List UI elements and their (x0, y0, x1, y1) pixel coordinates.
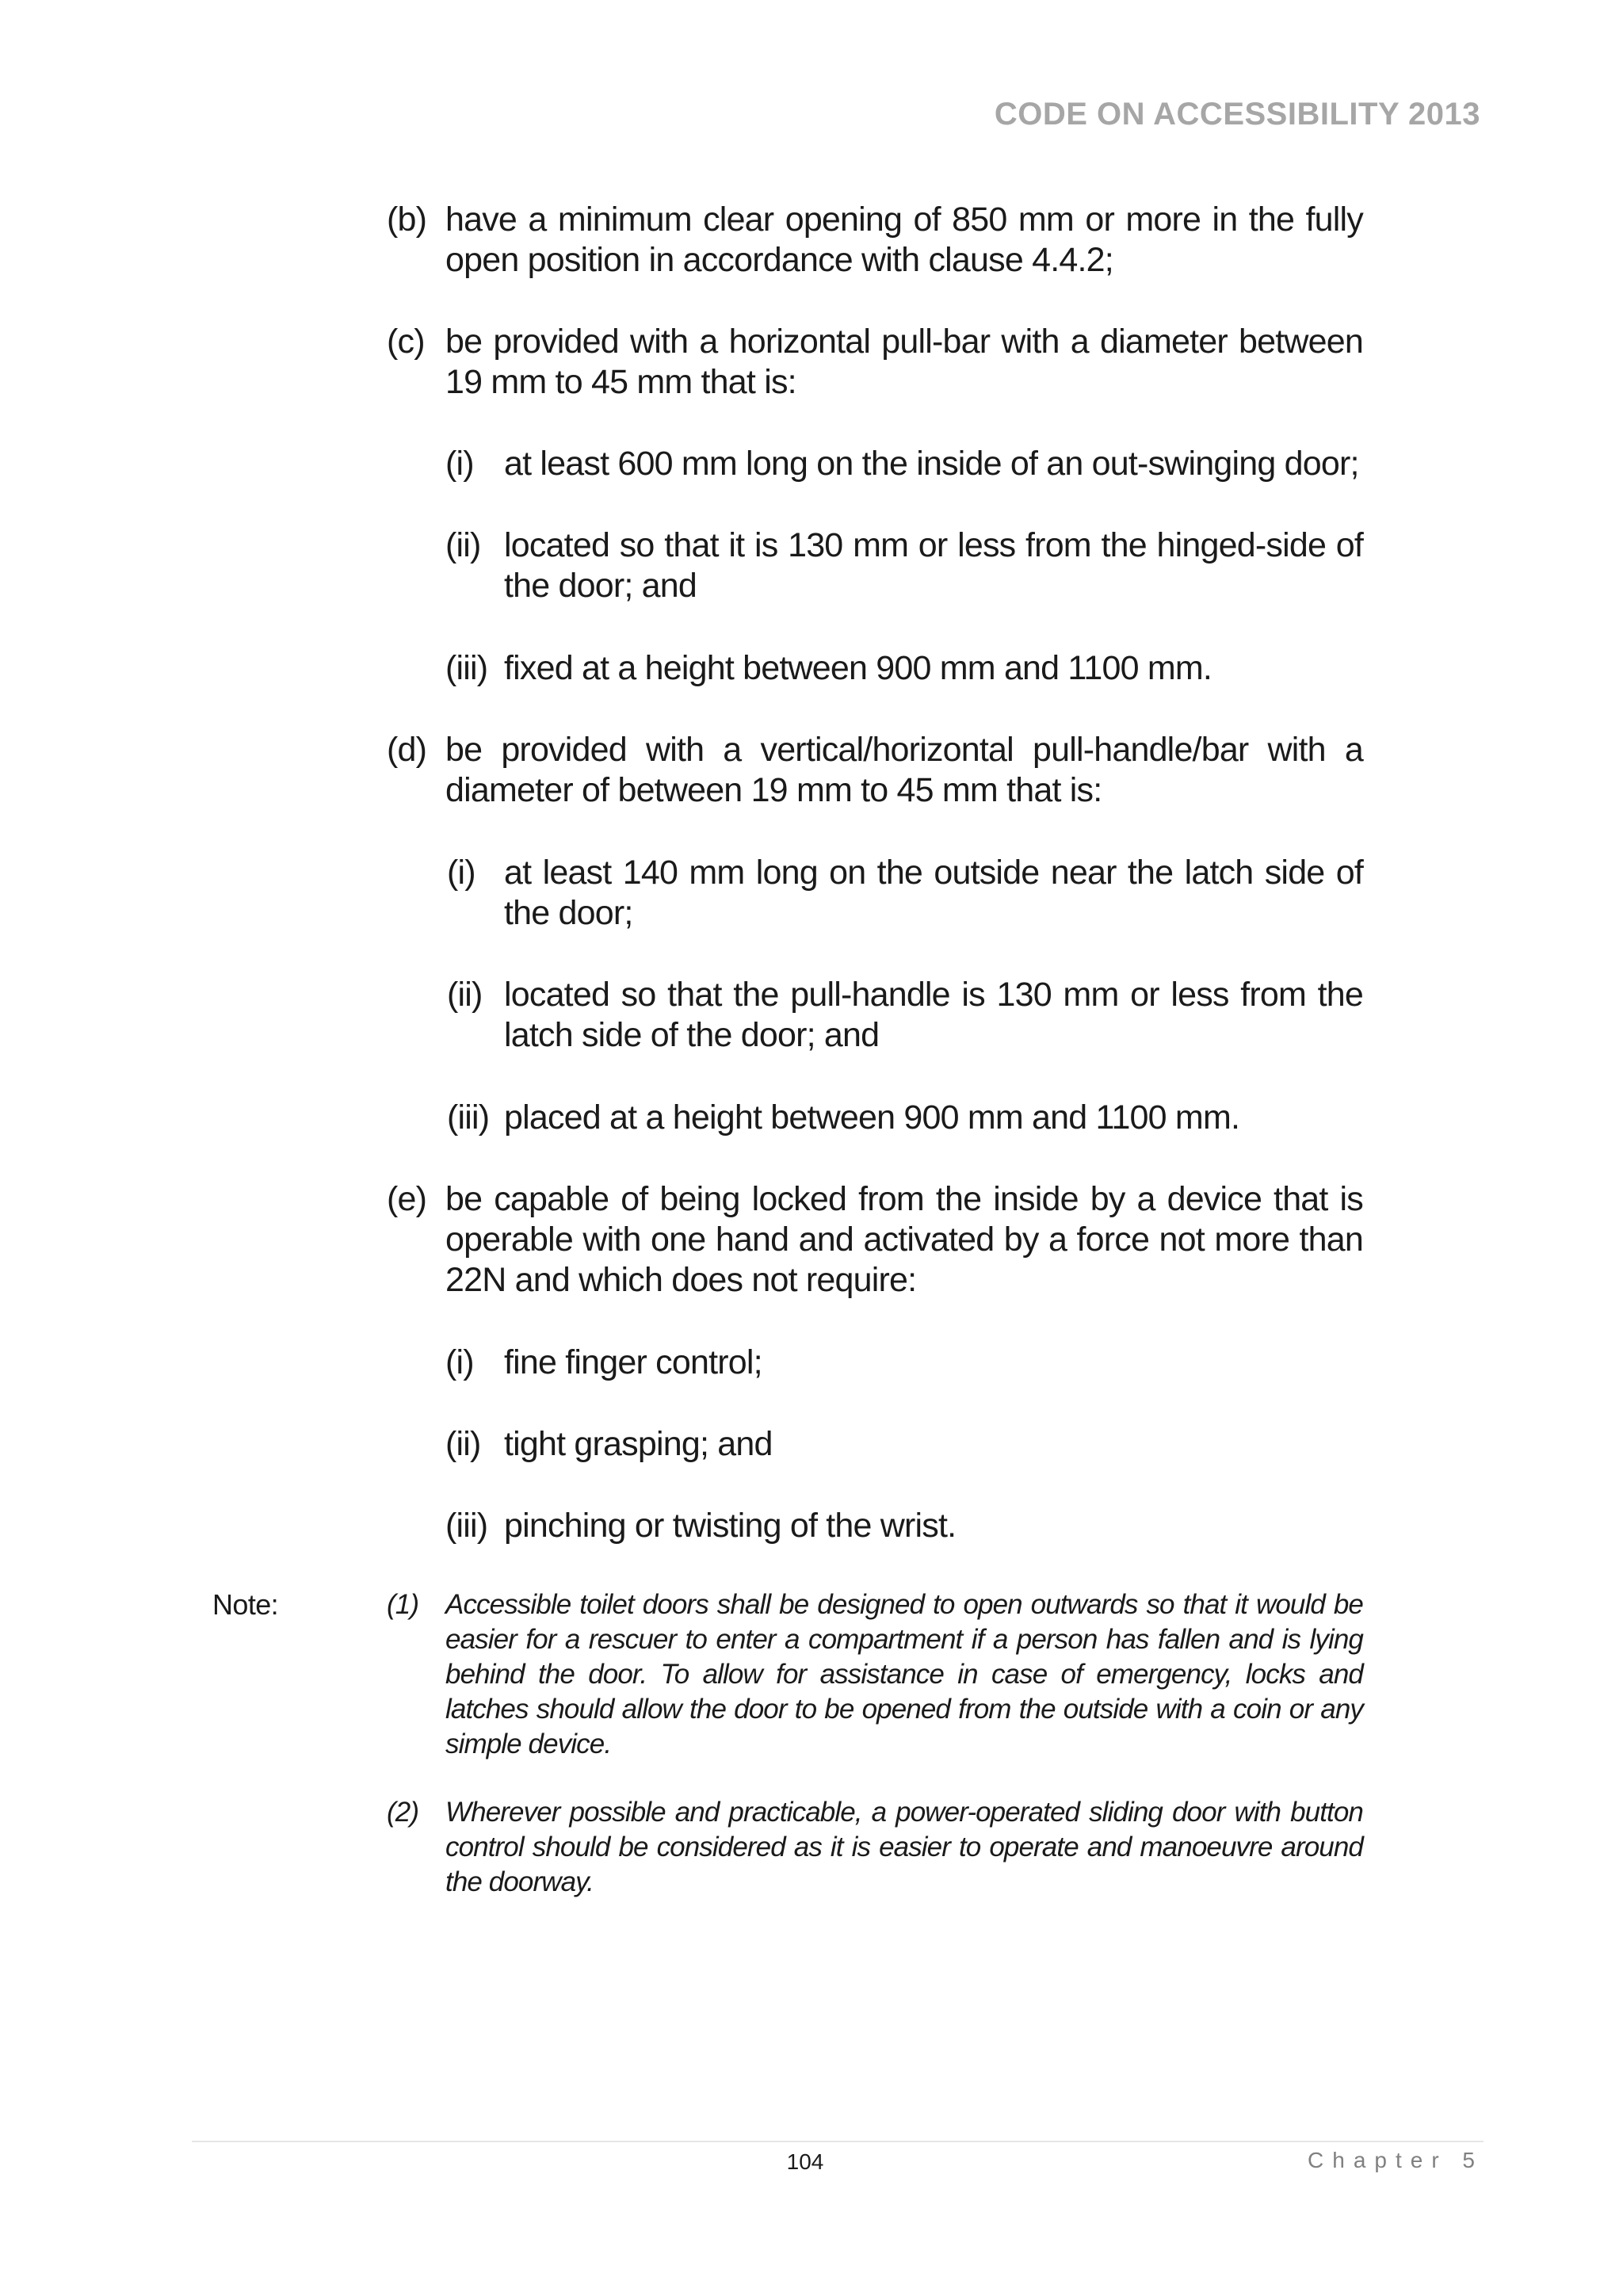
sub-item-e-iii (445, 1506, 1363, 1546)
sub-item-e-i (445, 1343, 1363, 1383)
list-item-text: be provided with a vertical/horizontal pull-handle/bar with a diameter of between 19 mm to 45 mm that is: (445, 731, 1363, 809)
document-header-title: CODE ON ACCESSIBILITY 2013 (994, 97, 1480, 132)
sub-item-label: (ii) (445, 526, 481, 564)
footer-divider (192, 2141, 1484, 2142)
sub-item-text: located so that it is 130 mm or less from the hinged-side of the door; and (504, 526, 1363, 605)
sub-item-text: fine finger control; (504, 1343, 762, 1381)
sub-item-text: at least 600 mm long on the inside of an out-swinging door; (504, 445, 1359, 483)
list-item-c (387, 322, 1363, 403)
list-item-text: be capable of being locked from the inside by a device that is operable with one hand and activated by a force not more than 22N and which does not require: (445, 1180, 1363, 1299)
sub-item-text: placed at a height between 900 mm and 1100 mm. (504, 1098, 1240, 1137)
footer-chapter-label: Chapter 5 (1308, 2148, 1484, 2172)
sub-item-text: fixed at a height between 900 mm and 1100 mm. (504, 649, 1212, 687)
list-item-label: (b) (387, 201, 427, 239)
sub-item-label: (ii) (447, 976, 483, 1014)
sub-item-label: (ii) (445, 1425, 481, 1463)
list-item-e (387, 1179, 1363, 1301)
sub-item-label: (iii) (447, 1098, 490, 1137)
list-item-label: (e) (387, 1180, 427, 1218)
sub-item-text: located so that the pull-handle is 130 mm or less from the latch side of the door; and (504, 976, 1363, 1054)
note-label: Note: (212, 1588, 279, 1621)
sub-item-text: pinching or twisting of the wrist. (504, 1507, 957, 1545)
sub-item-label: (iii) (445, 649, 488, 687)
list-item-d (387, 730, 1363, 811)
note-entry-text: Accessible toilet doors shall be designed to open outwards so that it would be easier for a rescuer to enter a compartment if a person has fallen and is lying behind the door. To allow for assistance in case of emergency, locks and latches should allow the door to be opened from the outside with a coin or any simple device. (445, 1589, 1363, 1759)
sub-item-label: (iii) (445, 1507, 488, 1545)
sub-item-d-i (447, 853, 1363, 934)
sub-item-e-ii (445, 1424, 1363, 1465)
note-entry-label: (2) (387, 1797, 419, 1828)
note-entry (387, 1587, 1363, 1762)
list-item-label: (c) (387, 323, 425, 361)
sub-item-label: (i) (447, 854, 475, 892)
sub-item-label: (i) (445, 445, 474, 483)
note-entry-label: (1) (387, 1589, 419, 1620)
list-item-text: have a minimum clear opening of 850 mm or more in the fully open position in accordance with clause 4.4.2; (445, 201, 1363, 279)
sub-item-text: tight grasping; and (504, 1425, 773, 1463)
sub-item-text: at least 140 mm long on the outside near the latch side of the door; (504, 854, 1363, 932)
note-entry (387, 1795, 1363, 1900)
page-number: 104 (786, 2149, 824, 2174)
list-item-label: (d) (387, 731, 427, 769)
sub-item-label: (i) (445, 1343, 474, 1381)
sub-item-d-ii (447, 975, 1363, 1056)
sub-item-c-iii (445, 648, 1363, 689)
sub-item-c-i (445, 444, 1363, 484)
sub-item-d-iii (447, 1098, 1363, 1138)
list-item-text: be provided with a horizontal pull-bar with a diameter between 19 mm to 45 mm that is: (445, 323, 1363, 401)
list-item-b (387, 200, 1363, 281)
sub-item-c-ii (445, 525, 1363, 606)
note-entry-text: Wherever possible and practicable, a power-operated sliding door with button control should be considered as it is easier to operate and manoeuvre around the doorway. (445, 1797, 1363, 1897)
